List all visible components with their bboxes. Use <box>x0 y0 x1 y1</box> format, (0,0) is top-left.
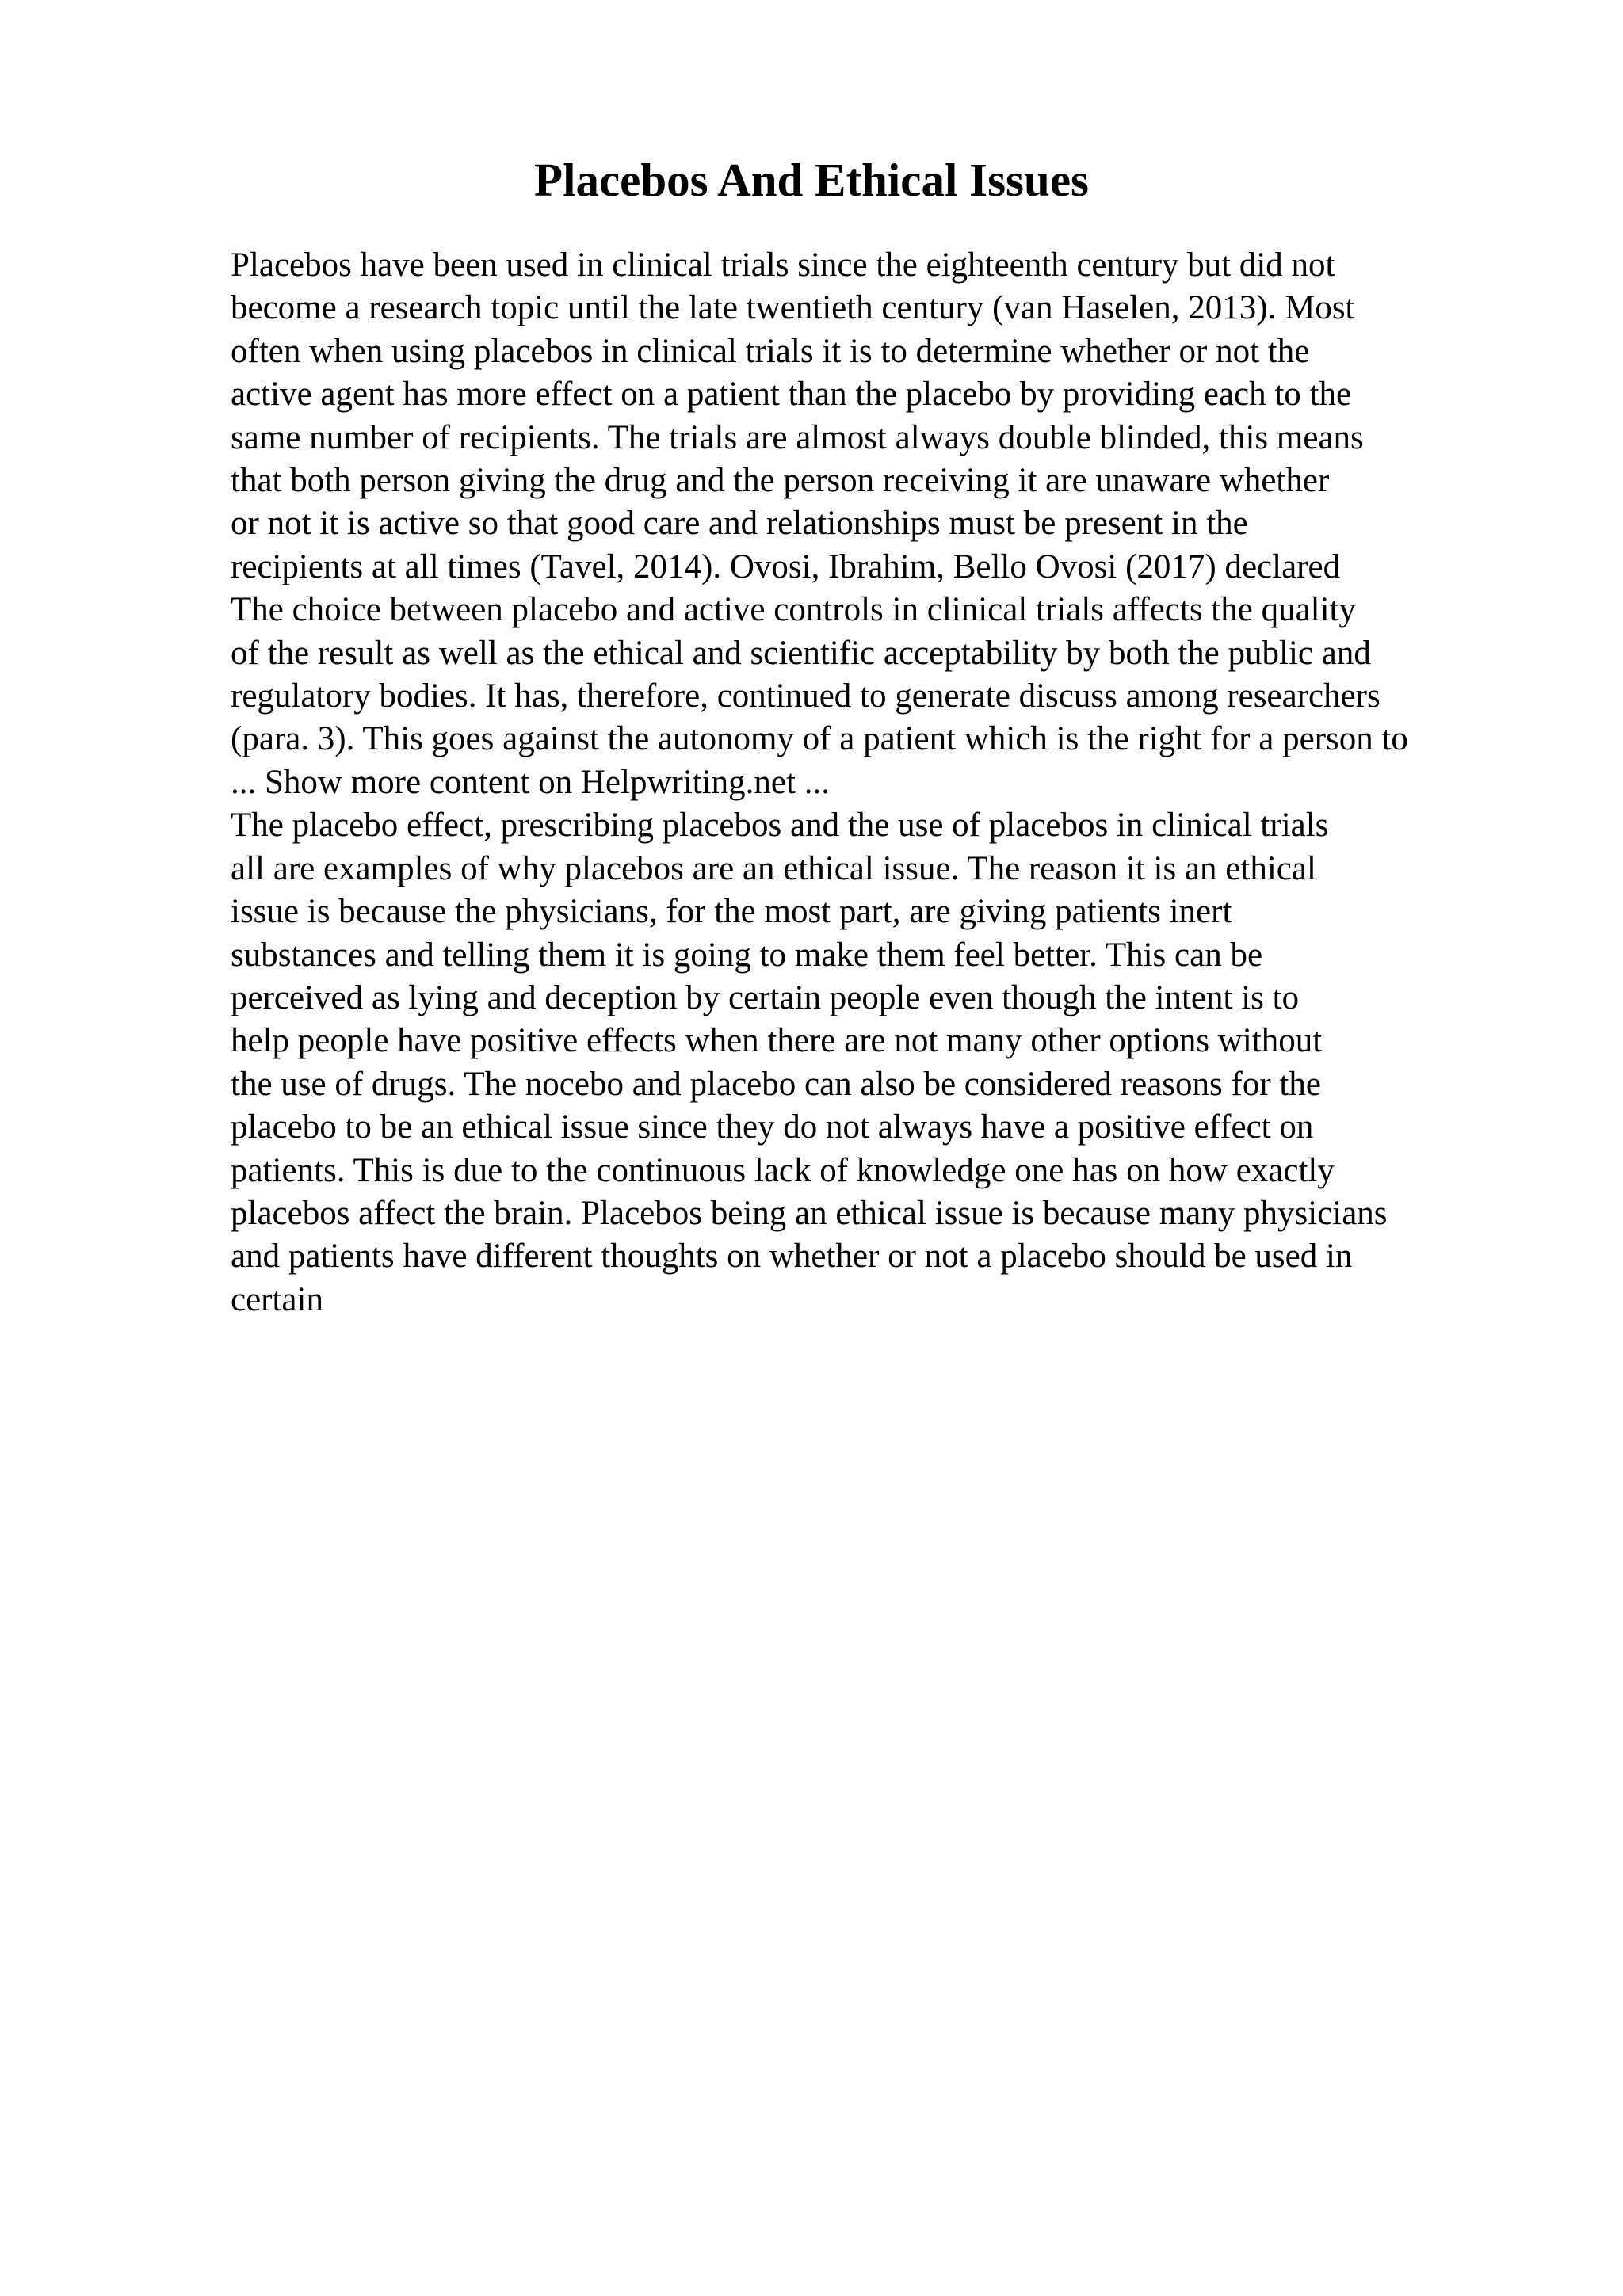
body-line: certain <box>231 1280 323 1318</box>
body-line: patients. This is due to the continuous lack of knowledge one has on how exactly <box>231 1151 1335 1189</box>
body-line: Placebos have been used in clinical trials since the eighteenth century but did not <box>231 246 1335 284</box>
body-line: perceived as lying and deception by certain people even though the intent is to <box>231 978 1300 1016</box>
body-line: active agent has more effect on a patient than the placebo by providing each to the <box>231 376 1352 414</box>
body-line: become a research topic until the late twentieth century (van Haselen, 2013). Most <box>231 289 1355 327</box>
show-more-notice: ... Show more content on Helpwriting.net ... <box>231 763 830 801</box>
body-line: of the result as well as the ethical and scientific acceptability by both the public and <box>231 634 1371 672</box>
body-line: placebos affect the brain. Placebos being an ethical issue is because many physicians <box>231 1194 1388 1232</box>
body-line: often when using placebos in clinical trials it is to determine whether or not the <box>231 332 1310 370</box>
body-line: same number of recipients. The trials are almost always double blinded, this means <box>231 418 1364 456</box>
body-line: help people have positive effects when there are not many other options without <box>231 1022 1323 1060</box>
body-line: and patients have different thoughts on whether or not a placebo should be used in <box>231 1238 1353 1276</box>
body-line: placebo to be an ethical issue since they do not always have a positive effect on <box>231 1108 1314 1146</box>
body-line: regulatory bodies. It has, therefore, continued to generate discuss among researchers <box>231 677 1381 715</box>
body-line: The choice between placebo and active controls in clinical trials affects the quality <box>231 591 1357 629</box>
body-line: substances and telling them it is going to make them feel better. This can be <box>231 936 1263 974</box>
document-title: Placebos And Ethical Issues <box>534 154 1089 206</box>
body-line: the use of drugs. The nocebo and placebo can also be considered reasons for the <box>231 1065 1321 1103</box>
body-line: recipients at all times (Tavel, 2014). Ovosi, Ibrahim, Bello Ovosi (2017) declared <box>231 547 1341 585</box>
body-line: The placebo effect, prescribing placebos and the use of placebos in clinical trials <box>231 807 1329 845</box>
body-line: or not it is active so that good care and relationships must be present in the <box>231 505 1248 543</box>
body-line: that both person giving the drug and the person receiving it are unaware whether <box>231 462 1330 500</box>
document-body <box>231 244 1530 1322</box>
body-line: issue is because the physicians, for the most part, are giving patients inert <box>231 893 1232 931</box>
body-line: (para. 3). This goes against the autonomy of a patient which is the right for a person to <box>231 720 1408 758</box>
body-line: all are examples of why placebos are an ethical issue. The reason it is an ethical <box>231 849 1316 887</box>
